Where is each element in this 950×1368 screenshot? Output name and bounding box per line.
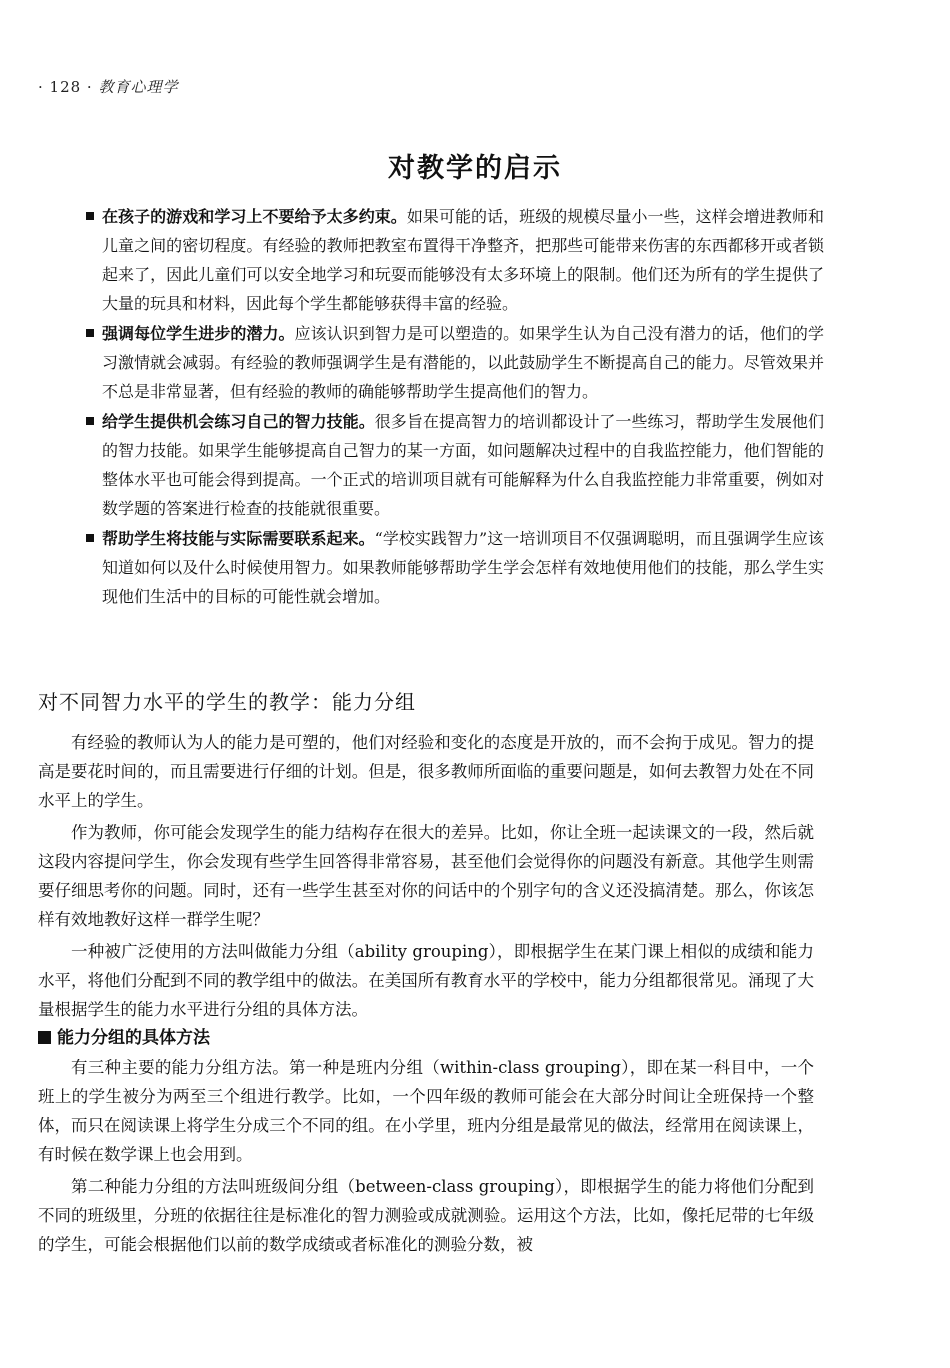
paragraph: 有经验的教师认为人的能力是可塑的，他们对经验和变化的态度是开放的，而不会拘于成见。智力的提高是要花时间的，而且需要进行仔细的计划。但是，很多教师所面临的重要问题是，如何去教智力处在不同水平上的学生。	[38, 733, 814, 810]
implications-list	[86, 202, 824, 612]
running-head	[38, 76, 179, 97]
paragraph: 作为教师，你可能会发现学生的能力结构存在很大的差异。比如，你让全班一起读课文的一段，然后就这段内容提问学生，你会发现有些学生回答得非常容易，甚至他们会觉得你的问题没有新意。其他学生则需要仔细思考你的问题。同时，还有一些学生甚至对你的问话中的个别字句的含义还没搞清楚。那么，你该怎样有效地教好这样一群学生呢？	[38, 823, 814, 929]
paragraph: 第二种能力分组的方法叫班级间分组（between-class grouping），即根据学生的能力将他们分配到不同的班级里，分班的依据往往是标准化的智力测验或成就测验。运用这个方法，比如，像托尼带的七年级的学生，可能会根据他们以前的数学成绩或者标准化的测验分数，被	[38, 1177, 814, 1254]
book-title: 教育心理学	[98, 78, 179, 96]
paragraph: 一种被广泛使用的方法叫做能力分组（ability grouping），即根据学生在某门课上相似的成绩和能力水平，将他们分配到不同的教学组中的做法。在美国所有教育水平的学校中，能力分组都很常见。涌现了大量根据学生的能力水平进行分组的具体方法。	[38, 942, 814, 1019]
bullet-lead: 帮助学生将技能与实际需要联系起来。	[102, 529, 375, 548]
bullet-square-icon	[86, 329, 94, 337]
bullet-square-icon	[86, 212, 94, 220]
subheading	[38, 1024, 814, 1053]
bullet-text: 应该认识到智力是可以塑造的。如果学生认为自己没有潜力的话，他们的学习激情就会减弱。有经验的教师强调学生是有潜能的，以此鼓励学生不断提高自己的能力。尽管效果并不总是非常显著，但有经验的教师的确能够帮助学生提高他们的智力。	[102, 324, 824, 401]
bullet-lead: 在孩子的游戏和学习上不要给予太多约束。	[102, 207, 407, 226]
bullet-text: 如果可能的话，班级的规模尽量小一些，这样会增进教师和儿童之间的密切程度。有经验的教师把教室布置得干净整齐，把那些可能带来伤害的东西都移开或者锁起来了，因此儿童们可以安全地学习和玩耍而能够没有太多环境上的限制。他们还为所有的学生提供了大量的玩具和材料，因此每个学生都能够获得丰富的经验。	[102, 207, 824, 313]
list-item	[86, 524, 824, 611]
section-heading: 对不同智力水平的学生的教学：能力分组	[38, 690, 416, 714]
bullet-text: 很多旨在提高智力的培训都设计了一些练习，帮助学生发展他们的智力技能。如果学生能够提高自己智力的某一方面，如问题解决过程中的自我监控能力，他们智能的整体水平也可能会得到提高。一个正式的培训项目就有可能解释为什么自我监控能力非常重要，例如对数学题的答案进行检查的技能就很重要。	[102, 412, 824, 518]
list-item	[86, 319, 824, 406]
section-body	[38, 728, 814, 1259]
paragraph: 有三种主要的能力分组方法。第一种是班内分组（within-class grouping），即在某一科目中，一个班上的学生被分为两至三个组进行教学。比如，一个四年级的教师可能会在大部分时间让全班保持一个整体，而只在阅读课上将学生分成三个不同的组。在小学里，班内分组是最常见的做法，经常用在阅读课上，有时候在数学课上也会用到。	[38, 1058, 814, 1164]
bullet-square-icon	[86, 417, 94, 425]
list-item	[86, 407, 824, 523]
list-item	[86, 202, 824, 318]
bullet-text: “学校实践智力”这一培训项目不仅强调聪明，而且强调学生应该知道如何以及什么时候使用智力。如果教师能够帮助学生学会怎样有效地使用他们的技能，那么学生实现他们生活中的目标的可能性就会增加。	[102, 529, 824, 606]
square-bullet-icon	[38, 1031, 51, 1044]
bullet-square-icon	[86, 534, 94, 542]
subheading-text: 能力分组的具体方法	[57, 1028, 210, 1048]
box-title: 对教学的启示	[388, 153, 562, 184]
bullet-lead: 强调每位学生进步的潜力。	[102, 324, 295, 343]
bullet-lead: 给学生提供机会练习自己的智力技能。	[102, 412, 375, 431]
page-number: · 128 ·	[38, 78, 93, 96]
